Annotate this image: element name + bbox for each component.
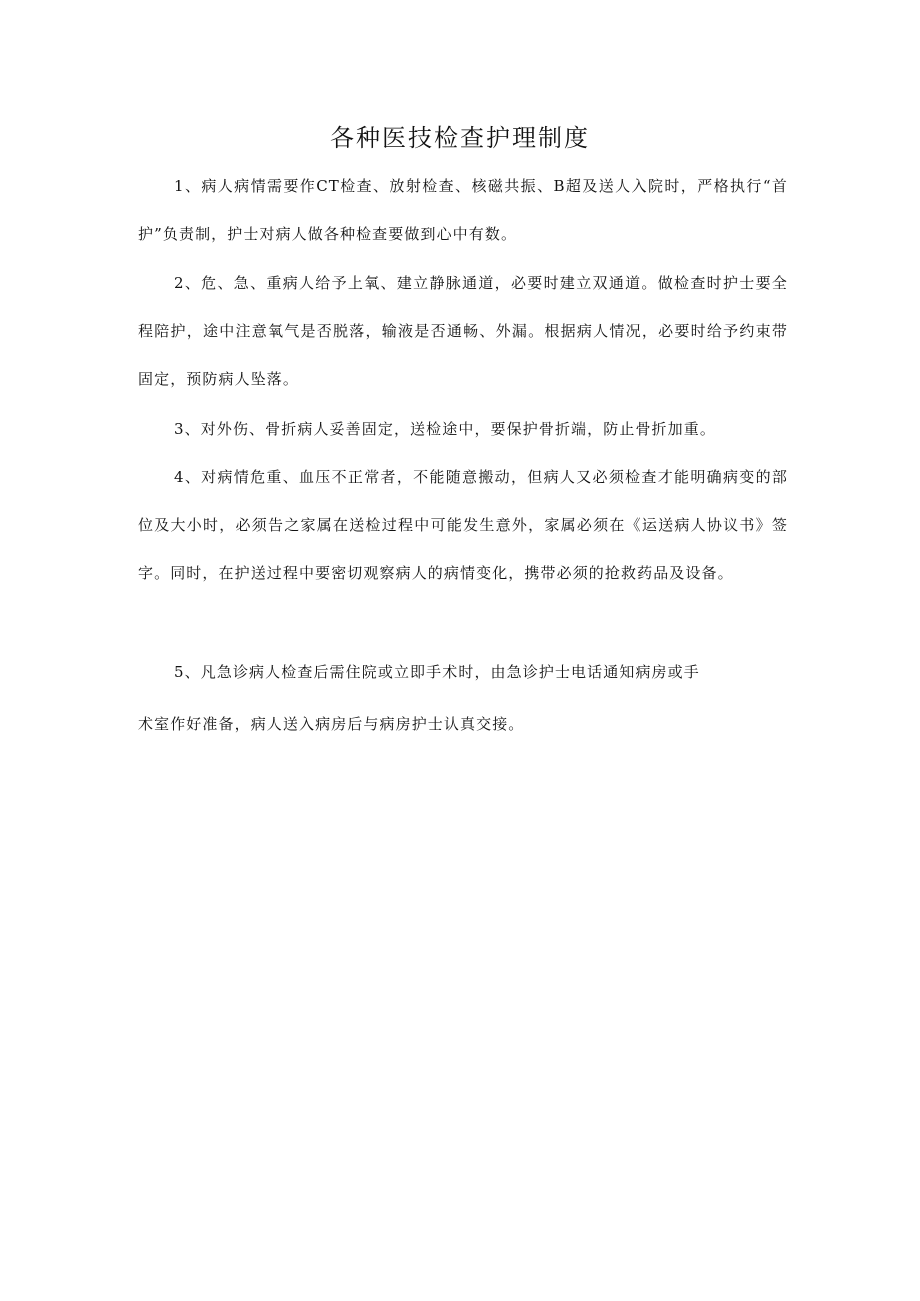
paragraph-2: 2、危、急、重病人给予上氧、建立静脉通道，必要时建立双通道。做检查时护士要全程陪护，途中注意氧气是否脱落，输液是否通畅、外漏。根据病人情况，必要时给予约束带固定，预防病人坠落。	[138, 274, 788, 388]
paragraph-3: 3、对外伤、骨折病人妥善固定，送检途中，要保护骨折端，防止骨折加重。	[174, 420, 716, 438]
paragraph-5-line-1: 5、凡急诊病人检查后需住院或立即手术时，由急诊护士电话通知病房或手	[174, 663, 700, 681]
document-title: 各种医技检查护理制度	[330, 124, 590, 152]
paragraph-4: 4、对病情危重、血压不正常者，不能随意搬动，但病人又必须检查才能明确病变的部位及大小时，必须告之家属在送检过程中可能发生意外，家属必须在《运送病人协议书》签字。同时，在护送过程中要密切观察病人的病情变化，携带必须的抢救药品及设备。	[138, 468, 788, 582]
paragraph-1: 1、病人病情需要作CT检查、放射检查、核磁共振、B超及送人入院时，严格执行“首护”负责制，护士对病人做各种检查要做到心中有数。	[138, 177, 788, 243]
paragraph-5-line-2: 术室作好准备，病人送入病房后与病房护士认真交接。	[138, 715, 525, 733]
